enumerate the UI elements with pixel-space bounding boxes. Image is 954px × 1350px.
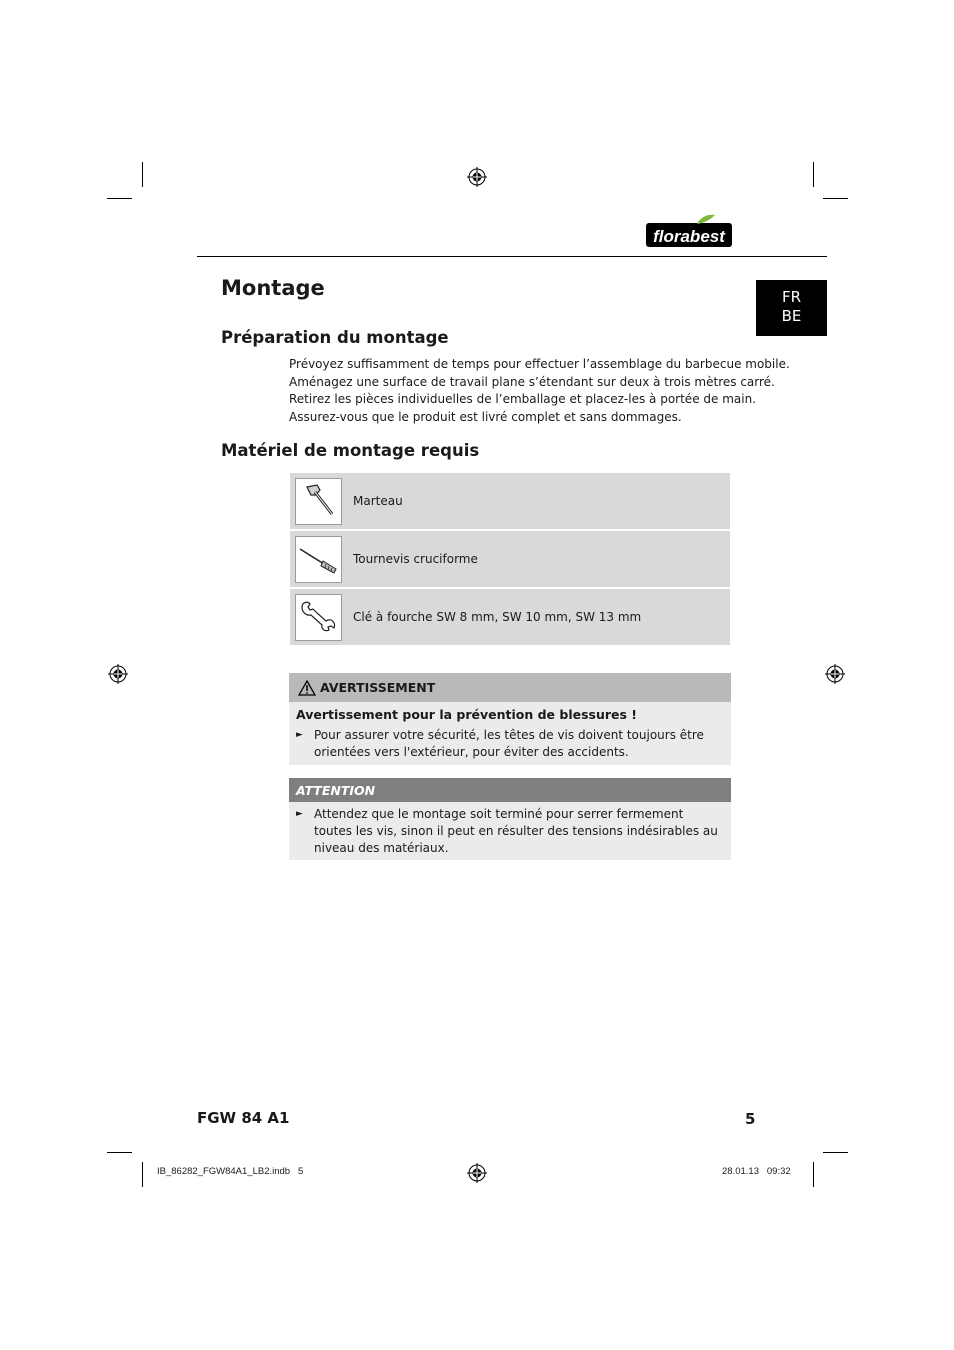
footer-model: FGW 84 A1	[197, 1109, 290, 1127]
print-date-info: 28.01.13 09:32	[722, 1166, 791, 1177]
crop-mark	[823, 198, 848, 199]
crop-mark	[813, 1162, 814, 1187]
bullet-arrow-icon: ►	[296, 809, 303, 819]
print-file-info: IB_86282_FGW84A1_LB2.indb 5	[157, 1166, 304, 1177]
crop-mark	[813, 162, 814, 187]
language-tab	[756, 280, 827, 336]
attention-box	[289, 778, 731, 860]
logo-text: florabest	[653, 227, 725, 246]
registration-mark-icon	[467, 167, 487, 187]
warning-heading: AVERTISSEMENT	[320, 680, 436, 695]
attention-text: Attendez que le montage soit terminé pour serrer fermement toutes les vis, sinon il peut en résulter des tensions indésirables au niveau des matériaux.	[314, 807, 718, 855]
header-rule	[197, 256, 827, 257]
tool-label: Tournevis cruciforme	[353, 552, 478, 566]
page-title: Montage	[221, 276, 325, 300]
warning-triangle-icon	[298, 680, 316, 696]
paragraph-line: Retirez les pièces individuelles de l’emballage et placez-les à portée de main.	[289, 392, 756, 406]
bullet-arrow-icon: ►	[296, 730, 303, 740]
section-title-preparation: Préparation du montage	[221, 328, 449, 347]
language-code: FR	[781, 288, 802, 306]
crop-mark	[142, 162, 143, 187]
warning-text: Pour assurer votre sécurité, les têtes de vis doivent toujours être orientées vers l'extérieur, pour éviter des accidents.	[314, 728, 704, 759]
crop-mark	[142, 1162, 143, 1187]
paragraph-line: Prévoyez suffisamment de temps pour effectuer l’assemblage du barbecue mobile.	[289, 357, 790, 371]
list-item	[296, 806, 723, 857]
table-row	[290, 589, 730, 645]
paragraph-line: Assurez-vous que le produit est livré complet et sans dommages.	[289, 409, 682, 424]
registration-mark-icon	[108, 664, 128, 684]
tools-table	[290, 473, 730, 647]
crop-mark	[823, 1152, 848, 1153]
paragraph-line: Aménagez une surface de travail plane s’étendant sur deux à trois mètres carré.	[289, 374, 775, 389]
crop-mark	[107, 198, 132, 199]
language-code: BE	[781, 307, 802, 325]
table-row	[290, 531, 730, 587]
wrench-icon	[298, 597, 340, 637]
tool-label: Clé à fourche SW 8 mm, SW 10 mm, SW 13 mm	[353, 610, 642, 624]
list-item	[296, 727, 723, 761]
hammer-icon	[299, 481, 339, 521]
table-row	[290, 473, 730, 529]
florabest-logo	[645, 214, 733, 248]
tool-label: Marteau	[353, 494, 403, 508]
crop-mark	[107, 1152, 132, 1153]
section-title-tools: Matériel de montage requis	[221, 441, 480, 460]
screwdriver-icon	[298, 539, 340, 579]
attention-heading: ATTENTION	[289, 778, 731, 802]
page-number: 5	[745, 1110, 756, 1128]
preparation-paragraph	[289, 356, 790, 426]
warning-box	[289, 673, 731, 765]
registration-mark-icon	[825, 664, 845, 684]
warning-subheading: Avertissement pour la prévention de blessures !	[296, 707, 638, 722]
registration-mark-icon	[467, 1163, 487, 1183]
